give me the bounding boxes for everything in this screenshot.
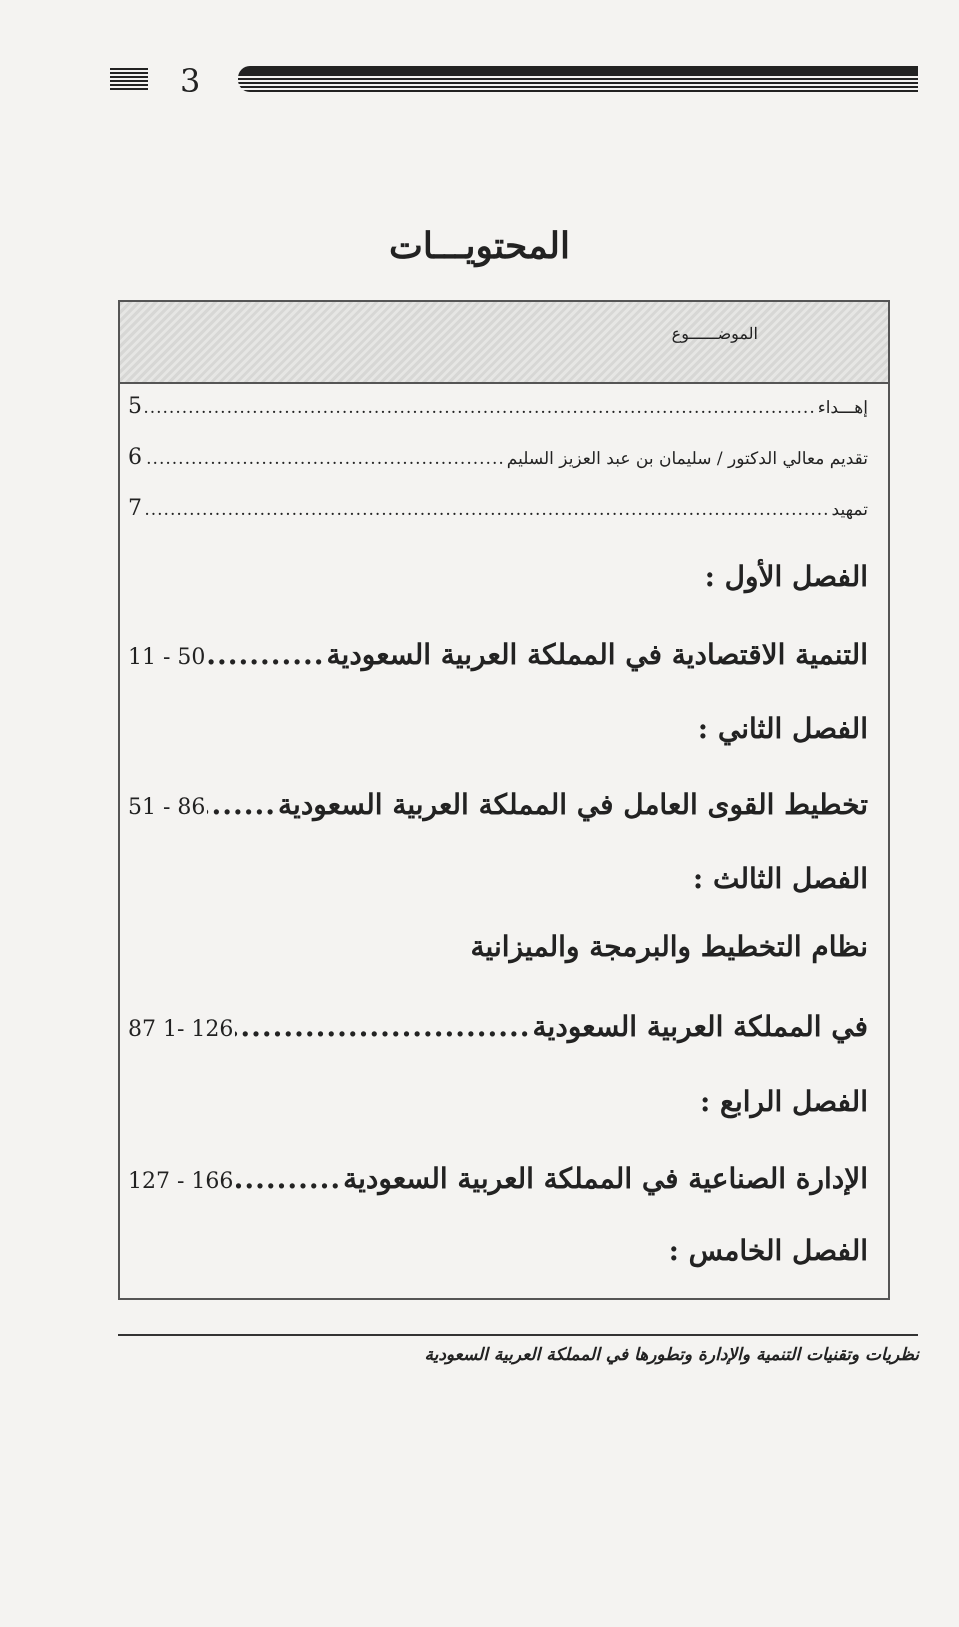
leader-dots xyxy=(235,1010,530,1043)
leader-dots xyxy=(144,500,830,520)
header-rule-left xyxy=(110,68,148,90)
footer-rule xyxy=(118,1334,918,1336)
leader-dots xyxy=(207,788,276,821)
page-title: المحتويـــات xyxy=(388,225,570,267)
chapter-2-entry[interactable] xyxy=(128,788,868,821)
toc-entry-page: 6 xyxy=(128,445,142,470)
leader-dots xyxy=(144,398,816,418)
chapter-4-heading: الفصل الرابع : xyxy=(699,1085,868,1118)
header-rule-right xyxy=(238,66,918,92)
toc-table xyxy=(118,300,890,1300)
toc-entry-text: إهـــداء xyxy=(817,398,868,418)
toc-entry-dedication[interactable] xyxy=(128,394,868,419)
toc-entry-text: في المملكة العربية السعودية xyxy=(532,1010,868,1043)
page-header xyxy=(110,60,918,100)
toc-header-label: الموضــــــوع xyxy=(671,324,758,343)
toc-entry-page: 11 - 50 xyxy=(128,645,206,670)
toc-header xyxy=(120,302,888,384)
toc-entry-page: 51 - 86 xyxy=(128,795,206,820)
toc-entry-page: 87 1- 126 xyxy=(128,1017,234,1042)
chapter-3-heading: الفصل الثالث : xyxy=(692,862,868,895)
chapter-4-entry[interactable] xyxy=(128,1162,868,1195)
toc-entry-foreword[interactable] xyxy=(128,445,868,470)
chapter-2-heading: الفصل الثاني : xyxy=(697,712,868,745)
toc-entry-page: 5 xyxy=(128,394,142,419)
toc-entry-text: تقديم معالي الدكتور / سليمان بن عبد العزيز السليم xyxy=(506,449,868,469)
chapter-3-entry[interactable] xyxy=(128,1010,868,1043)
leader-dots xyxy=(207,638,324,671)
toc-entry-text: الإدارة الصناعية في المملكة العربية السعودية xyxy=(343,1162,868,1195)
page-number: 3 xyxy=(180,62,201,100)
leader-dots xyxy=(144,449,505,469)
toc-entry-page: 7 xyxy=(128,496,142,521)
running-footer: نظريات وتقنيات التنمية والإدارة وتطورها في المملكة العربية السعودية xyxy=(424,1345,919,1365)
chapter-5-heading: الفصل الخامس : xyxy=(668,1234,868,1267)
toc-entry-preface[interactable] xyxy=(128,496,868,521)
chapter-1-heading: الفصل الأول : xyxy=(704,560,868,593)
toc-entry-text: تخطيط القوى العامل في المملكة العربية السعودية xyxy=(278,788,868,821)
toc-entry-text: تمهيد xyxy=(831,500,868,520)
leader-dots xyxy=(235,1162,341,1195)
toc-entry-text: التنمية الاقتصادية في المملكة العربية السعودية xyxy=(326,638,868,671)
toc-entry-page: 127 - 166 xyxy=(128,1169,234,1194)
chapter-1-entry[interactable] xyxy=(128,638,868,671)
chapter-3-title: نظام التخطيط والبرمجة والميزانية xyxy=(470,930,868,963)
